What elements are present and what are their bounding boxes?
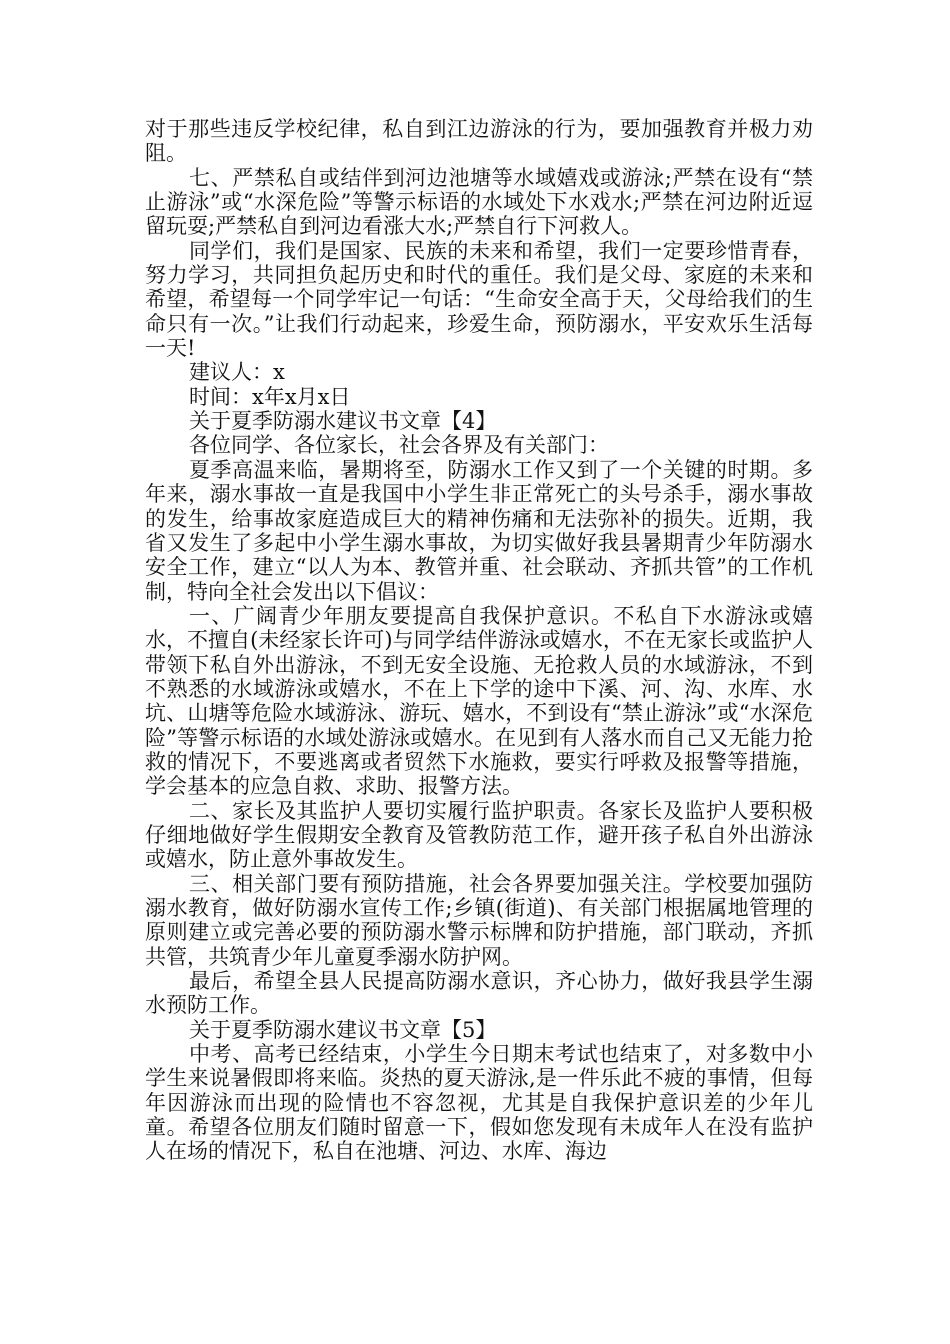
paragraph-item-three: 三、相关部门要有预防措施，社会各界要加强关注。学校要加强防溺水教育，做好防溺水宣传工作;乡镇(街道)、有关部门根据属地管理的原则建立或完善必要的预防溺水警示标牌和防护措施，部门联动，齐抓共管，共筑青少年儿童夏季溺水防护网。 (145, 871, 813, 969)
paragraph-summer: 中考、高考已经结束，小学生今日期末考试也结束了，对多数中小学生来说暑假即将来临。炎热的夏天游泳,是一件乐此不疲的事情，但每年因游泳而出现的险情也不容忽视，尤其是自我保护意识差的少年儿童。希望各位朋友们随时留意一下，假如您发现有未成年人在没有监护人在场的情况下，私自在池塘、河边、水库、海边 (145, 1042, 813, 1164)
date-line: 时间：x年x月x日 (189, 384, 351, 409)
salutation: 各位同学、各位家长，社会各界及有关部门： (189, 433, 609, 458)
paragraph-continuation: 对于那些违反学校纪律，私自到江边游泳的行为，要加强教育并极力劝阻。 (145, 117, 813, 166)
section-heading-4: 关于夏季防溺水建议书文章【4】 (189, 409, 497, 434)
paragraph-rule-seven: 七、严禁私自或结伴到河边池塘等水域嬉戏或游泳;严禁在设有“禁止游泳”或“水深危险”等警示标语的水域处下水戏水;严禁在河边附近逗留玩耍;严禁私自到河边看涨大水;严禁自行下河救人。 (145, 165, 813, 239)
paragraph-item-two: 二、家长及其监护人要切实履行监护职责。各家长及监护人要积极仔细地做好学生假期安全教育及管教防范工作，避开孩子私自外出游泳或嬉水，防止意外事故发生。 (145, 798, 813, 872)
document-page (145, 117, 813, 1164)
paragraph-intro: 夏季高温来临，暑期将至，防溺水工作又到了一个关键的时期。多年来，溺水事故一直是我国中小学生非正常死亡的头号杀手，溺水事故的发生，给事故家庭造成巨大的精神伤痛和无法弥补的损失。近期，我省又发生了多起中小学生溺水事故，为切实做好我县暑期青少年防溺水安全工作，建立“以人为本、教管并重、社会联动、齐抓共管”的工作机制，特向全社会发出以下倡议： (145, 457, 813, 604)
section-heading-5: 关于夏季防溺水建议书文章【5】 (189, 1017, 497, 1042)
paragraph-closing: 最后，希望全县人民提高防溺水意识，齐心协力，做好我县学生溺水预防工作。 (145, 969, 813, 1018)
paragraph-appeal: 同学们，我们是国家、民族的未来和希望，我们一定要珍惜青春，努力学习，共同担负起历史和时代的重任。我们是父母、家庭的未来和希望，希望每一个同学牢记一句话：“生命安全高于天，父母给我们的生命只有一次。”让我们行动起来，珍爱生命，预防溺水，平安欢乐生活每一天! (145, 238, 813, 361)
proposer-line: 建议人：x (189, 360, 285, 385)
paragraph-item-one: 一、广阔青少年朋友要提高自我保护意识。不私自下水游泳或嬉水，不擅自(未经家长许可)与同学结伴游泳或嬉水，不在无家长或监护人带领下私自外出游泳，不到无安全设施、无抢救人员的水域游泳，不到不熟悉的水域游泳或嬉水，不在上下学的途中下溪、河、沟、水库、水坑、山塘等危险水域游泳、游玩、嬉水，不到设有“禁止游泳”或“水深危险”等警示标语的水域处游泳或嬉水。在见到有人落水而自己又无能力抢救的情况下，不要逃离或者贸然下水施救，要实行呼救及报警等措施，学会基本的应急自救、求助、报警方法。 (145, 603, 813, 799)
